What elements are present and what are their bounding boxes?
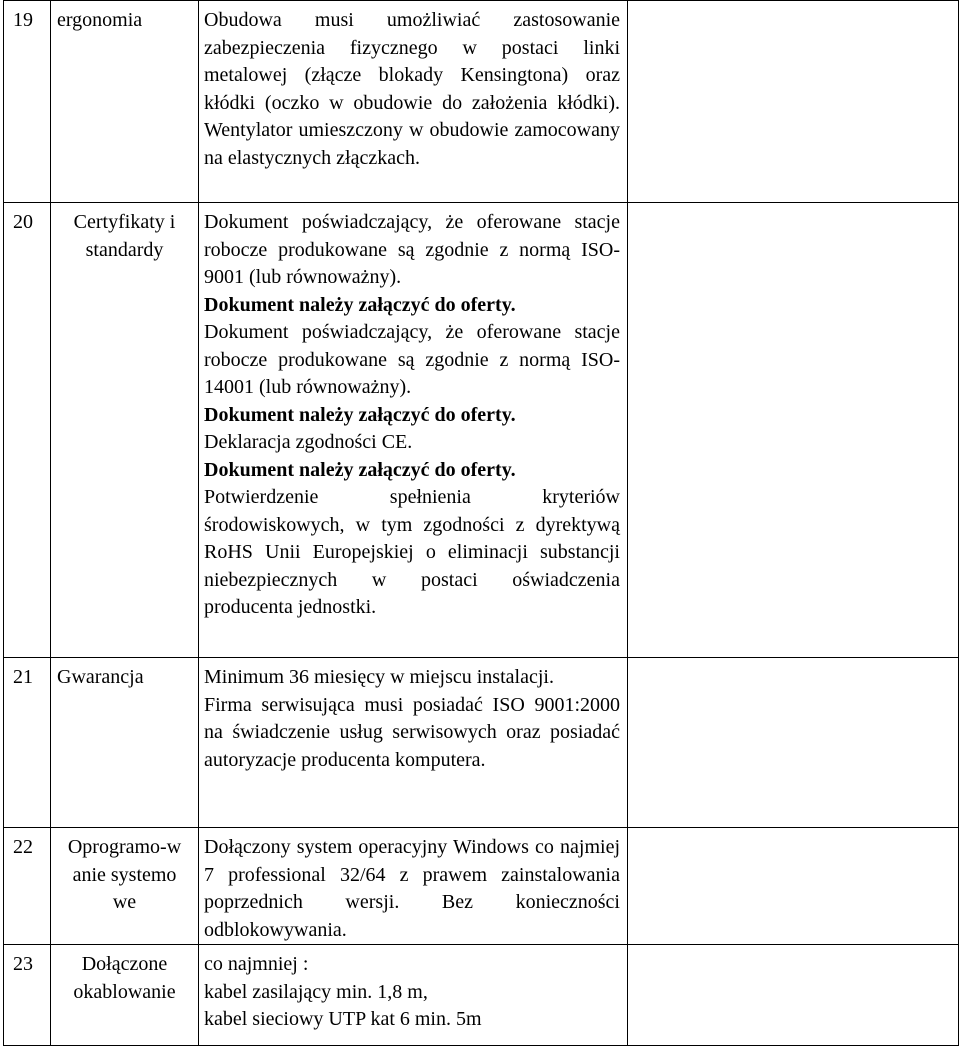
requirement-note: Dokument należy załączyć do oferty. <box>204 458 516 481</box>
requirement-text: Dołączony system operacyjny Windows co najmiej 7 professional 32/64 z prawem zainstalowania poprzednich wersji. Bez konieczności odblokowywania. <box>204 836 620 941</box>
offer-cell[interactable] <box>628 658 959 828</box>
parameter-name-text: Oprogramo-wanie systemowe <box>67 836 182 913</box>
requirement-note: Dokument należy załączyć do oferty. <box>204 293 516 316</box>
row-number: 21 <box>4 658 51 828</box>
row-number: 19 <box>4 1 51 203</box>
row-number: 22 <box>4 828 51 945</box>
requirement-text: Minimum 36 miesięcy w miejscu instalacji. <box>204 666 554 688</box>
table-row <box>4 945 959 1046</box>
offer-cell[interactable] <box>628 203 959 658</box>
requirement-text: Dokument poświadczający, że oferowane stacje robocze produkowane są zgodnie z normą ISO-9001 (lub równoważny). <box>204 211 620 288</box>
requirement-cell <box>199 658 628 828</box>
requirement-text: Deklaracja zgodności CE. <box>204 431 413 453</box>
requirement-cell <box>199 203 628 658</box>
offer-cell[interactable] <box>628 1 959 203</box>
table-row <box>4 658 959 828</box>
requirement-text: Dokument poświadczający, że oferowane stacje robocze produkowane są zgodnie z normą ISO-14001 (lub równoważny). <box>204 321 620 398</box>
requirement-text: kabel sieciowy UTP kat 6 min. 5m <box>204 1008 482 1030</box>
parameter-name: Gwarancja <box>51 658 199 828</box>
requirement-cell <box>199 945 628 1046</box>
specification-table <box>3 0 959 1046</box>
parameter-name <box>51 828 199 945</box>
table-row <box>4 1 959 203</box>
requirement-text: Potwierdzenie spełnienia kryteriów środowiskowych, w tym zgodności z dyrektywą RoHS Unii Europejskiej o eliminacji substancji niebezpiecznych w postaci oświadczenia producenta jednostki. <box>204 486 620 618</box>
requirement-text: Firma serwisująca musi posiadać ISO 9001:2000 na świadczenie usług serwisowych oraz posiadać autoryzacje producenta komputera. <box>204 693 620 771</box>
requirement-text: co najmniej : <box>204 953 309 975</box>
requirement-note: Dokument należy załączyć do oferty. <box>204 403 516 426</box>
offer-cell[interactable] <box>628 945 959 1046</box>
requirement-text: kabel zasilający min. 1,8 m, <box>204 980 428 1003</box>
row-number: 23 <box>4 945 51 1046</box>
table-row <box>4 828 959 945</box>
requirement-cell <box>199 828 628 945</box>
requirement-text: Obudowa musi umożliwiać zastosowanie zabezpieczenia fizycznego w postaci linki metalowej (złącze blokady Kensingtona) oraz kłódki (oczko w obudowie do założenia kłódki). Wentylator umieszczony w obudowie zamocowany na elastycznych złączkach. <box>204 9 620 169</box>
table-row <box>4 203 959 658</box>
parameter-name: Certyfikaty i standardy <box>51 203 199 658</box>
requirement-cell <box>199 1 628 203</box>
parameter-name: ergonomia <box>51 1 199 203</box>
row-number: 20 <box>4 203 51 658</box>
parameter-name: Dołączone okablowanie <box>51 945 199 1046</box>
offer-cell[interactable] <box>628 828 959 945</box>
